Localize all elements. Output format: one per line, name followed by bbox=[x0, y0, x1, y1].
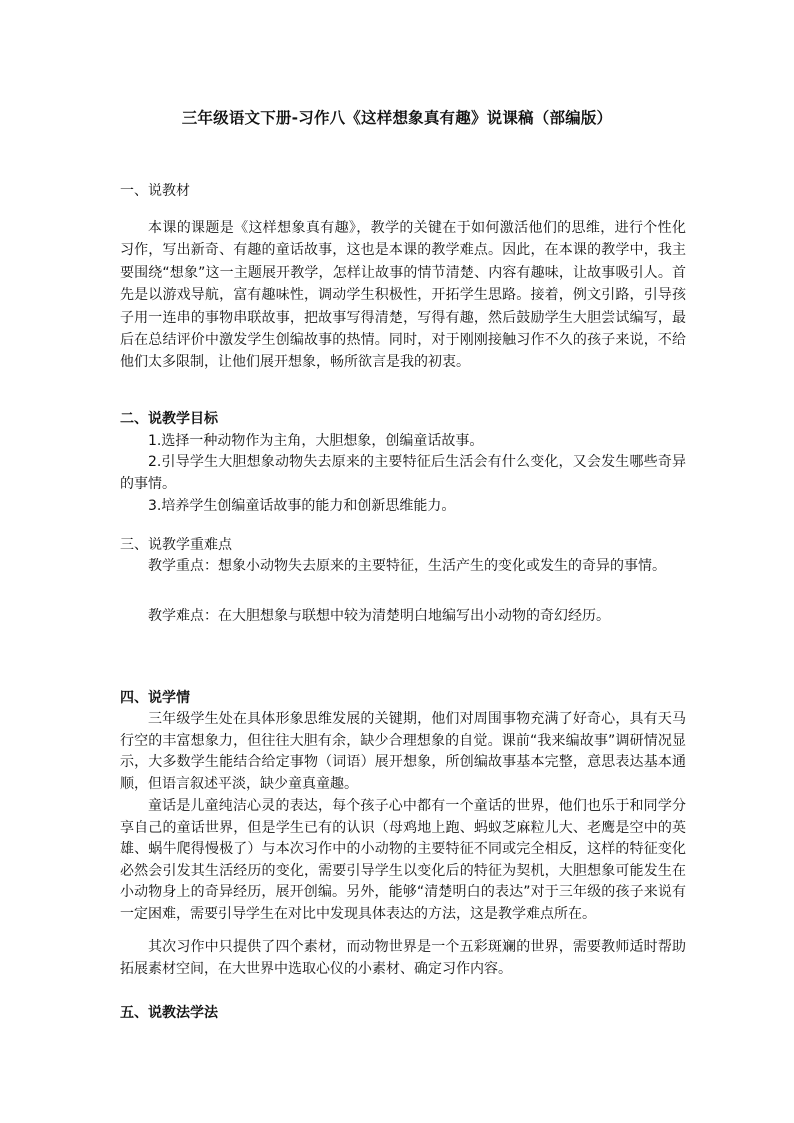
paragraph-student-situation-3: 其次习作中只提供了四个素材，而动物世界是一个五彩斑斓的世界，需要教师适时帮助拓展素材空间，在大世界中选取心仪的小素材、确定习作内容。 bbox=[120, 939, 686, 977]
section-heading-teaching-goals: 二、说教学目标 bbox=[120, 411, 218, 427]
paragraph-student-situation-1: 三年级学生处在具体形象思维发展的关键期，他们对周围事物充满了好奇心，具有天马行空的丰富想象力，但往往大胆有余，缺少合理想象的自觉。课前“我来编故事”调研情况显示，大多数学生能结合给定事物（词语）展开想象，所创编故事基本完整，意思表达基本通顺，但语言叙述平淡，缺少童真童趣。 bbox=[120, 711, 686, 792]
section-heading-teaching-material: 一、说教材 bbox=[120, 183, 190, 199]
paragraph-teaching-difficulty: 教学难点：在大胆想象与联想中较为清楚明白地编写出小动物的奇幻经历。 bbox=[148, 608, 610, 624]
section-heading-methods: 五、说教法学法 bbox=[120, 1005, 218, 1021]
paragraph-teaching-focus: 教学重点：想象小动物失去原来的主要特征，生活产生的变化或发生的奇异的事情。 bbox=[148, 558, 666, 574]
document-title: 三年级语文下册-习作八《这样想象真有趣》说课稿（部编版） bbox=[181, 109, 613, 127]
section-heading-student-situation: 四、说学情 bbox=[120, 690, 190, 706]
section-heading-key-points: 三、说教学重难点 bbox=[120, 537, 232, 553]
paragraph-student-situation-2: 童话是儿童纯洁心灵的表达，每个孩子心中都有一个童话的世界，他们也乐于和同学分享自己的童话世界，但是学生已有的认识（母鸡地上跑、蚂蚁芝麻粒儿大、老鹰是空中的英雄、蜗牛爬得慢极了）与本次习作中的小动物的主要特征不同或完全相反，这样的特征变化必然会引发其生活经历的变化，需要引导学生以变化后的特征为契机，大胆想象可能发生在小动物身上的奇异经历，展开创编。另外，能够“清楚明白的表达”对于三年级的孩子来说有一定困难，需要引导学生在对比中发现具体表达的方法，这是教学难点所在。 bbox=[120, 798, 686, 922]
paragraph-teaching-material: 本课的课题是《这样想象真有趣》，教学的关键在于如何激活他们的思维，进行个性化习作，写出新奇、有趣的童话故事，这也是本课的教学难点。因此，在本课的教学中，我主要围绕“想象”这一主题展开教学，怎样让故事的情节清楚、内容有趣味，让故事吸引人。首先是以游戏导航，富有趣味性，调动学生积极性，开拓学生思路。接着，例文引路，引导孩子用一连串的事物串联故事，把故事写得清楚，写得有趣，然后鼓励学生大胆尝试编写，最后在总结评价中激发学生创编故事的热情。同时，对于刚刚接触习作不久的孩子来说，不给他们太多限制，让他们展开想象，畅所欲言是我的初衷。 bbox=[120, 220, 686, 371]
goal-item-3: 3.培养学生创编童话故事的能力和创新思维能力。 bbox=[148, 498, 456, 514]
goal-item-1: 1.选择一种动物作为主角，大胆想象，创编童话故事。 bbox=[148, 433, 484, 449]
goal-item-2: 2.引导学生大胆想象动物失去原来的主要特征后生活会有什么变化，又会发生哪些奇异的事情。 bbox=[120, 454, 686, 492]
